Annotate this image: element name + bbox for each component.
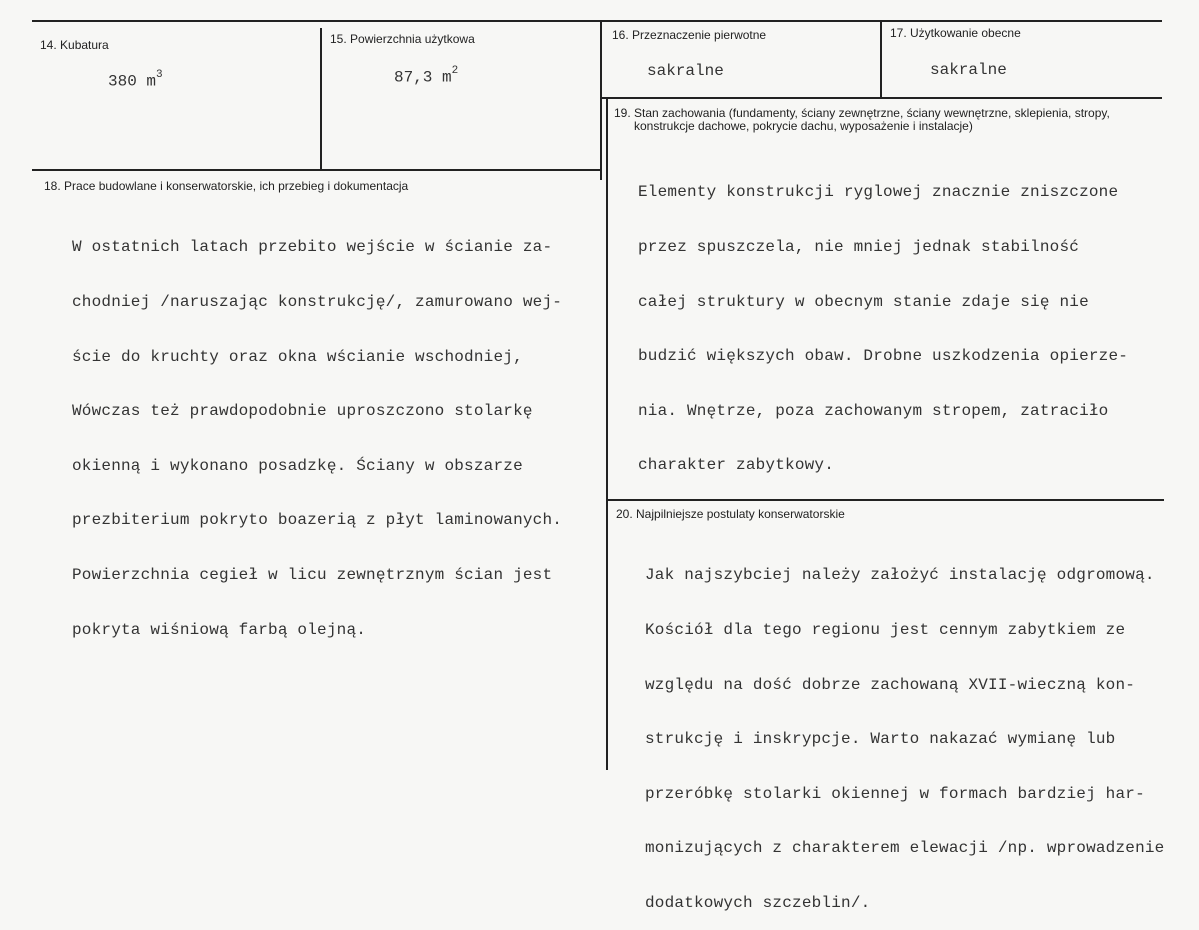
field-14-label: 14. Kubatura xyxy=(40,38,109,52)
divider-14-15 xyxy=(320,28,322,170)
field-19-label xyxy=(614,107,1110,133)
field-17-label: 17. Użytkowanie obecne xyxy=(890,26,1021,40)
text-line: Powierzchnia cegieł w licu zewnętrznym ścian jest xyxy=(72,566,553,585)
text-line: przez spuszczela, nie mniej jednak stabilność xyxy=(638,238,1080,257)
divider-right-column xyxy=(606,98,608,770)
field-16-label: 16. Przeznaczenie pierwotne xyxy=(612,28,767,42)
text-line: prezbiterium pokryto boazerią z płyt laminowanych. xyxy=(72,511,563,530)
text-line: strukcję i inskrypcje. Warto nakazać wymianę lub xyxy=(645,730,1116,749)
text-line: Elementy konstrukcji ryglowej znacznie zniszczone xyxy=(638,183,1119,202)
divider-16-17 xyxy=(880,20,882,98)
text-line: ście do kruchty oraz okna wścianie wschodniej, xyxy=(72,347,523,366)
field-18-label: 18. Prace budowlane i konserwatorskie, ich przebieg i dokumentacja xyxy=(44,179,409,193)
text-line: okienną i wykonano posadzkę. Ściany w obszarze xyxy=(72,456,523,475)
text-line: Wówczas też prawdopodobnie uproszczono stolarkę xyxy=(72,402,533,421)
field-15-label: 15. Powierzchnia użytkowa xyxy=(330,32,475,46)
divider-under-16-17 xyxy=(600,97,1162,99)
top-border-line xyxy=(32,20,1162,22)
field-14-value: 380 $m^3$ xyxy=(108,69,163,91)
text-line: monizujących z charakterem elewacji /np. wprowadzenie xyxy=(645,839,1165,858)
field-19-label-line: 19. Stan zachowania (fundamenty, ściany zewnętrzne, ściany wewnętrzne, sklepienia, stropy, xyxy=(614,106,1110,120)
divider-under-14-15 xyxy=(32,169,602,171)
text-line: Jak najszybciej należy założyć instalację odgromową. xyxy=(645,566,1155,585)
text-line: chodniej /naruszając konstrukcję/, zamurowano wej- xyxy=(72,293,563,312)
field-16-value: sakralne xyxy=(647,62,724,80)
field-14-unit-exponent: 3 xyxy=(156,69,163,81)
field-19-text xyxy=(638,147,1128,493)
field-15-value: 87,3 $m^2$ xyxy=(394,65,459,87)
field-18-text xyxy=(72,202,562,657)
text-line: W ostatnich latach przebito wejście w ścianie za- xyxy=(72,238,553,257)
text-line: względu na dość dobrze zachowaną XVII-wieczną kon- xyxy=(645,675,1136,694)
field-15-unit-exponent: 2 xyxy=(451,65,459,77)
text-line: budzić większych obaw. Drobne uszkodzenia opierze- xyxy=(638,347,1129,366)
field-19-label-line: konstrukcje dachowe, pokrycie dachu, wyposażenie i instalacje) xyxy=(634,119,973,133)
text-line: przeróbkę stolarki okiennej w formach bardziej har- xyxy=(645,784,1145,803)
text-line: pokryta wiśniową farbą olejną. xyxy=(72,620,367,639)
field-20-text xyxy=(645,530,1164,930)
text-line: nia. Wnętrze, poza zachowanym stropem, zatraciło xyxy=(638,401,1109,420)
divider-left-right xyxy=(600,20,602,180)
text-line: Kościół dla tego regionu jest cennym zabytkiem ze xyxy=(645,621,1126,640)
field-20-label: 20. Najpilniejsze postulaty konserwatorskie xyxy=(616,507,845,521)
divider-above-20 xyxy=(606,499,1164,501)
text-line: dodatkowych szczeblin/. xyxy=(645,894,871,913)
text-line: charakter zabytkowy. xyxy=(638,456,835,475)
field-17-value: sakralne xyxy=(930,61,1007,79)
text-line: całej struktury w obecnym stanie zdaje się nie xyxy=(638,292,1089,311)
